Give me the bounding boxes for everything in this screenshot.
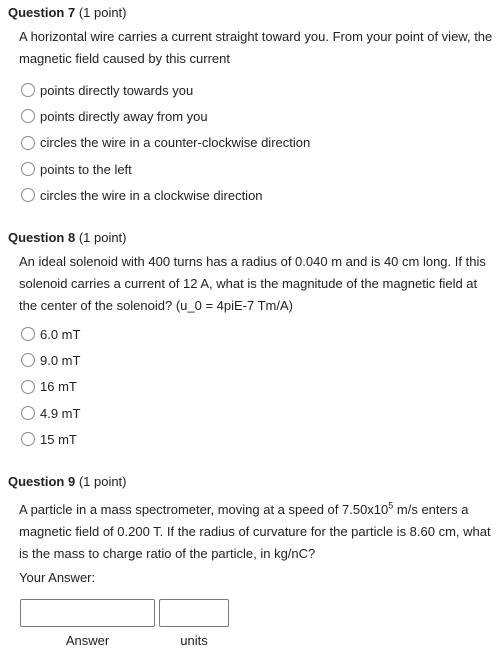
option-label: points directly towards you: [40, 82, 194, 98]
question-7-points: (1 point): [78, 5, 127, 20]
question-7-title: Question 7: [8, 5, 76, 20]
radio-button[interactable]: [21, 353, 35, 367]
question-9-title: Question 9: [8, 474, 76, 489]
question-7-option-4[interactable]: [21, 156, 310, 182]
question-8-option-1[interactable]: [21, 321, 80, 347]
question-8-option-4[interactable]: [21, 400, 80, 426]
question-9-header: [8, 474, 127, 489]
your-answer-label: Your Answer:: [19, 570, 96, 585]
option-label: 4.9 mT: [40, 405, 81, 421]
question-9-text: [19, 499, 497, 565]
question-7-option-3[interactable]: [21, 130, 310, 156]
option-label: circles the wire in a counter-clockwise direction: [40, 135, 311, 151]
question-7-option-2[interactable]: [21, 103, 310, 129]
units-caption: units: [180, 633, 208, 648]
radio-button[interactable]: [21, 432, 35, 446]
question-8-points: (1 point): [78, 230, 127, 245]
exponent: 5: [388, 500, 394, 511]
question-9-text-start: A particle in a mass spectrometer, moving at a speed of 7.50x10: [19, 502, 389, 517]
radio-button[interactable]: [21, 83, 35, 97]
option-label: points to the left: [40, 161, 132, 177]
question-8-option-5[interactable]: [21, 426, 80, 452]
radio-button[interactable]: [21, 406, 35, 420]
radio-button[interactable]: [21, 136, 35, 150]
units-input[interactable]: [159, 599, 229, 627]
radio-button[interactable]: [21, 327, 35, 341]
question-8-text: An ideal solenoid with 400 turns has a radius of 0.040 m and is 40 cm long. If this solenoid carries a current of 12 A, what is the magnitude of the magnetic field at the center of the solenoid? (u_0 = 4piE-7 Tm/A): [19, 254, 486, 313]
radio-button[interactable]: [21, 162, 35, 176]
question-7-option-5[interactable]: [21, 182, 310, 208]
question-9-text-end: m/s enters a magnetic field of 0.200 T. If the radius of curvature for the particle is 8.60 cm, what is the mass to charge ratio of the particle, in kg/nC?: [19, 502, 491, 561]
question-8-header: [8, 230, 127, 245]
question-9-points: (1 point): [78, 474, 127, 489]
option-label: points directly away from you: [40, 108, 208, 124]
option-label: 9.0 mT: [40, 352, 81, 368]
answer-input[interactable]: [20, 599, 155, 627]
option-label: 6.0 mT: [40, 326, 81, 342]
option-label: 15 mT: [40, 431, 77, 447]
radio-button[interactable]: [21, 188, 35, 202]
question-8-options: [21, 321, 80, 452]
question-7-options: [21, 77, 310, 208]
question-8-title: Question 8: [8, 230, 76, 245]
question-8-option-3[interactable]: [21, 374, 80, 400]
question-7-header: [8, 5, 127, 20]
question-7-text: A horizontal wire carries a current straight toward you. From your point of view, the magnetic field caused by this current: [19, 29, 493, 66]
option-label: circles the wire in a clockwise direction: [40, 187, 263, 203]
question-8-option-2[interactable]: [21, 347, 80, 373]
option-label: 16 mT: [40, 379, 77, 395]
radio-button[interactable]: [21, 109, 35, 123]
question-7-option-1[interactable]: [21, 77, 310, 103]
answer-caption: Answer: [65, 633, 110, 648]
radio-button[interactable]: [21, 380, 35, 394]
